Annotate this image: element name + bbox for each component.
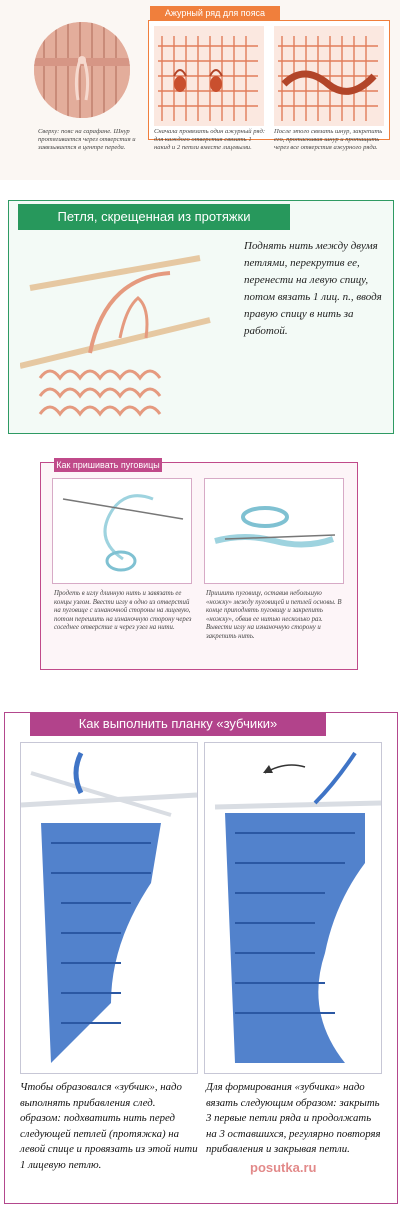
lace-row-tab: Ажурный ряд для пояса (150, 6, 280, 20)
crossed-loop-title: Петля, скрещенная из протяжки (18, 204, 290, 230)
caption-photo: Сверху: пояс на сарафане. Шнур протягивается через отверстия и завязывается в центре переда. (38, 128, 136, 151)
lace-step2-diagram (274, 26, 384, 126)
picot-step2-diagram (204, 742, 382, 1074)
sundress-waistband-photo (34, 22, 130, 118)
button-step2-diagram (204, 478, 344, 584)
button-step1-diagram (52, 478, 192, 584)
crossed-loop-diagram (20, 238, 236, 424)
lace-step1-diagram (154, 26, 264, 126)
crossed-loop-text: Поднять нить между двумя петлями, перекрутив ее, перенести на левую спицу, потом вязать 1 лиц. п., вводя правую спицу в нить за работой. (244, 240, 382, 337)
picot-step1-diagram (20, 742, 198, 1074)
button-sewing-title: Как пришивать пуговицы (54, 458, 162, 472)
picot-text-left: Чтобы образовался «зубчик», надо выполнять прибавления след. образом: подхватить нить перед следующей петлей (протяжка) на левой спице и провязать из этой нити 1 лицевую петлю. (20, 1081, 198, 1171)
button-caption-1: Продеть в иглу длинную нить и завязать ее концы узлом. Ввести иглу в одно из отверстий на пуговице с изнаночной стороны на лицевую, потом перешить на изнаночную сторону через соседнее отверстие и через узел на нити. (54, 590, 192, 632)
caption-step1: Сначала провязать один ажурный ряд: для каждого отверстия связать 1 накид и 2 петли вместе лицевыми. (154, 128, 266, 151)
picot-text-right: Для формирования «зубчика» надо вязать следующим образом: закрыть 3 первые петли ряда и продолжать на 3 оставшихся, регулярно повторяя прибавления и закрывая петли. (206, 1081, 381, 1155)
button-caption-2: Пришить пуговицу, оставив небольшую «ножку» между пуговицей и петлей основы. В конце приподнять пуговицу и закрепить «ножку», обвив ее нитью несколько раз. Вывести иглу на изнаночную сторону и закрепить нить. (206, 590, 342, 640)
watermark-logo: posutka.ru (250, 1160, 317, 1175)
picot-edge-title: Как выполнить планку «зубчики» (30, 712, 326, 736)
caption-step2: После этого связать шнур, закрепить его, протаскивая шнур и протащить через все отверстия ажурного ряда. (274, 128, 383, 151)
